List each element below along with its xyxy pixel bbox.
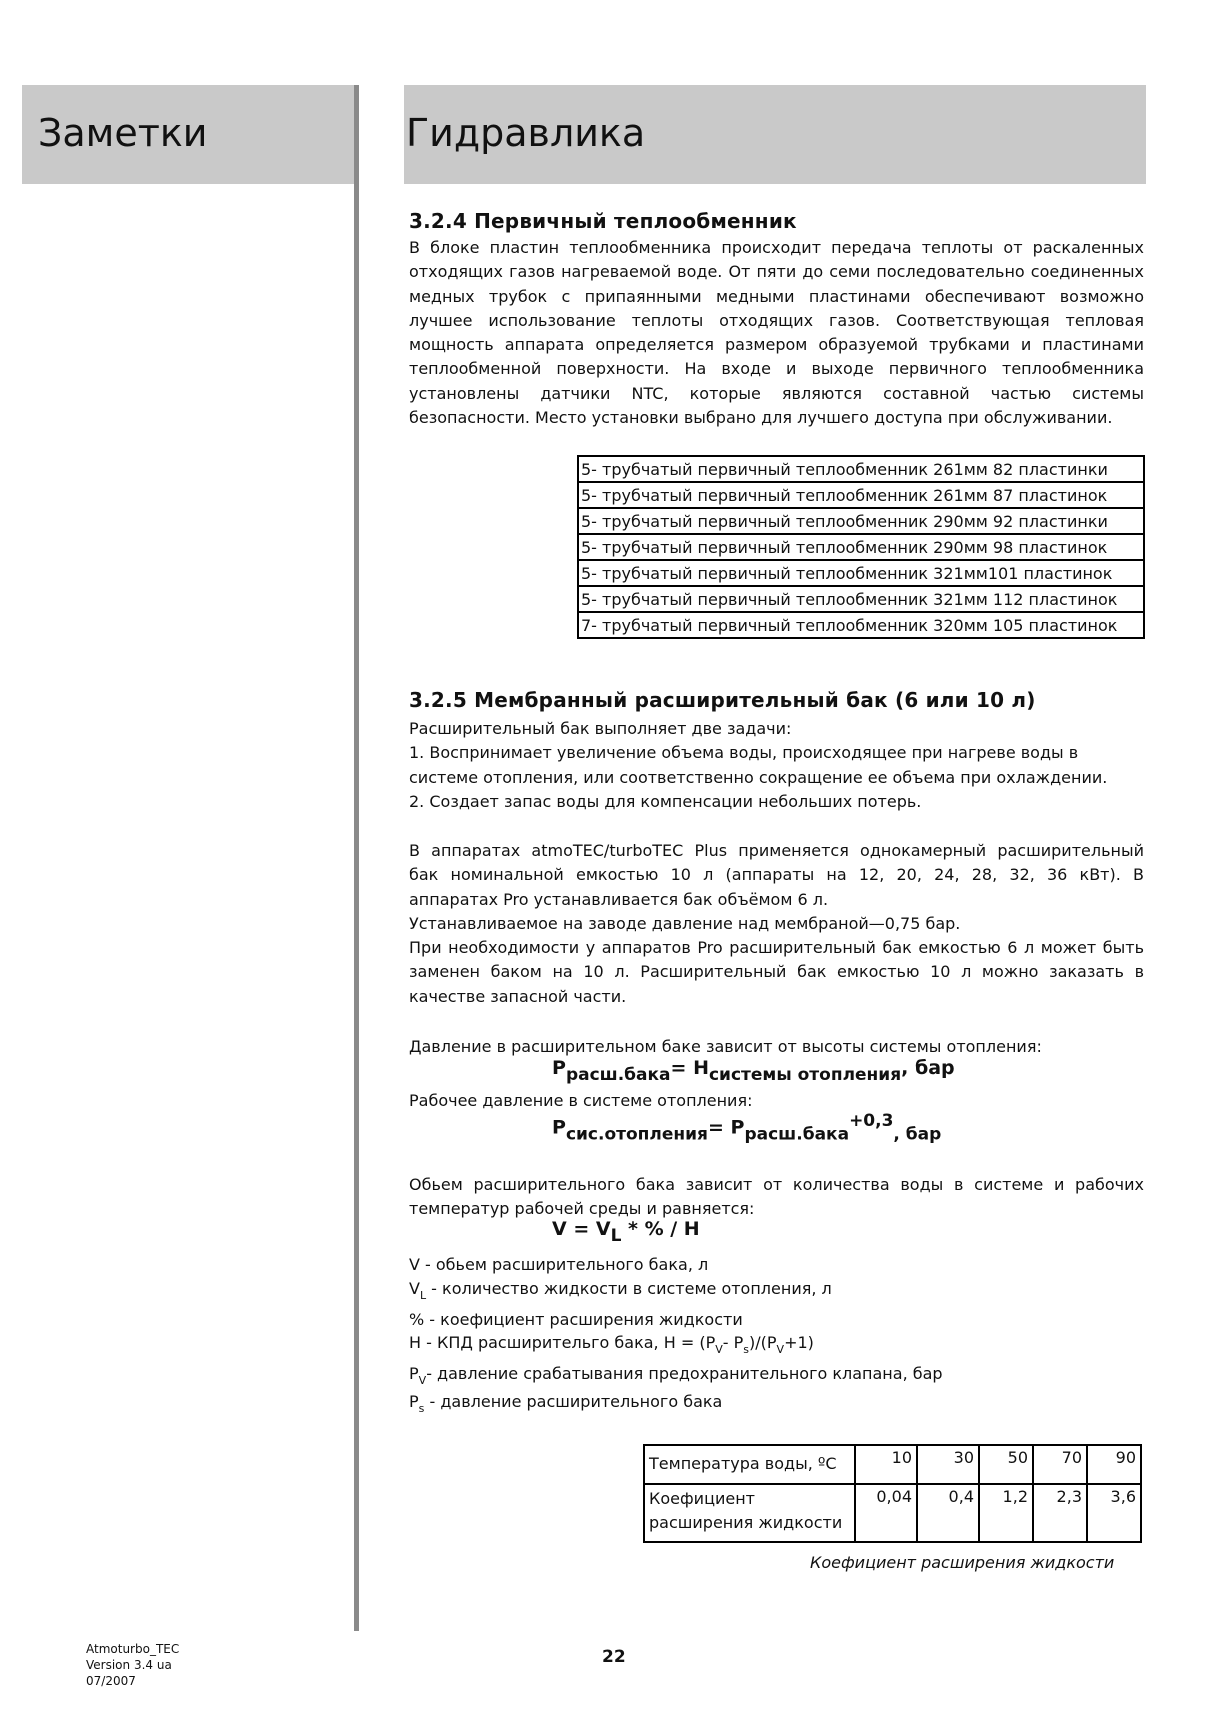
table-row — [578, 560, 1144, 586]
body-line: При необходимости у аппаратов Pro расширительный бак емкостью 6 л может быть — [409, 938, 1144, 958]
body-line: качестве запасной части. — [409, 986, 627, 1006]
body-line: заменен баком на 10 л. Расширительный бак емкостью 10 л можно заказать в — [409, 962, 1144, 982]
table-cell: 7- трубчатый первичный теплообменник 320мм 105 пластинок — [578, 612, 1144, 638]
table-caption: Коефициент расширения жидкости — [810, 1553, 1115, 1572]
hydraulics-header — [404, 85, 1146, 184]
table-row — [578, 612, 1144, 638]
body-line: лучшее использование теплоты отходящих газов. Соответствующая тепловая — [409, 310, 1144, 330]
body-line: 1. Воспринимает увеличение объема воды, происходящее при нагреве воды в — [409, 743, 1079, 763]
table-cell: 30 — [917, 1445, 979, 1484]
footer-doc-name: Atmoturbo_TEC — [86, 1642, 180, 1656]
formula-volume: $V = V_L$ * % / H — [552, 1218, 700, 1246]
doc-version-info — [86, 1641, 179, 1689]
body-line: Расширительный бак выполняет две задачи: — [409, 719, 792, 738]
def-vl: $V_L$ - количество жидкости в системе отопления, л — [409, 1279, 832, 1302]
body-line: безопасности. Место установки выбрано для лучшего доступа при обслуживании. — [409, 408, 1113, 428]
notes-header — [22, 85, 355, 184]
body-line: отходящих газов нагреваемой воде. От пяти до семи последовательно соединенных — [409, 262, 1144, 282]
volume-intro — [409, 1173, 1144, 1222]
body-line: мощность аппарата определяется размером образуемой трубками и пластинами — [409, 335, 1144, 355]
table-row — [578, 482, 1144, 508]
table-row — [644, 1445, 1141, 1484]
def-v: V - обьем расширительного бака, л — [409, 1255, 709, 1274]
table-cell: 0,04 — [855, 1484, 917, 1542]
def-pv: $P_V-$ давление срабатывания предохранительного клапана, бар — [409, 1364, 943, 1387]
section-325 — [409, 688, 1144, 712]
table-cell: 5- трубчатый первичный теплообменник 321мм101 пластинок — [578, 560, 1144, 586]
work-pressure-intro — [409, 1089, 1144, 1113]
body-line: медных трубок с припаянными медными пластинами обеспечивают возможно — [409, 286, 1144, 306]
heat-exchanger-table — [577, 455, 1145, 639]
body-line: В блоке пластин теплообменника происходит передача теплоты от раскаленных — [409, 238, 1144, 257]
body-line: Рабочее давление в системе отопления: — [409, 1091, 753, 1110]
body-line: Давление в расширительном баке зависит от высоты системы отопления: — [409, 1037, 1042, 1056]
table-cell: 2,3 — [1033, 1484, 1087, 1542]
section-324 — [409, 209, 1144, 233]
body-line: системе отопления, или соответственно сокращение ее объема при охлаждении. — [409, 767, 1108, 787]
pressure-intro — [409, 1035, 1144, 1059]
table-cell: 0,4 — [917, 1484, 979, 1542]
column-divider — [354, 85, 359, 1631]
table-row — [644, 1484, 1141, 1542]
def-percent: % - коефициент расширения жидкости — [409, 1310, 743, 1329]
body-line: установлены датчики NTC, которые являются составной частью системы — [409, 383, 1144, 403]
def-h: H - КПД расширительго бака, $H = (P_V-$ $P_s)/(P_V+1)$ — [409, 1333, 814, 1356]
body-line: теплообменной поверхности. На входе и выходе первичного теплообменника — [409, 359, 1144, 379]
notes-title: Заметки — [38, 111, 208, 155]
table-cell: 50 — [979, 1445, 1033, 1484]
table-cell: 5- трубчатый первичный теплообменник 261мм 82 пластинки — [578, 456, 1144, 482]
formula-tank-pressure: $P_{расш.бака}= H_{системы отопления}$, бар — [552, 1057, 955, 1085]
tank-description — [409, 839, 1144, 1009]
body-line: температур рабочей среды и равняется: — [409, 1199, 755, 1219]
table-row — [578, 456, 1144, 482]
body-line: Обьем расширительного бака зависит от количества воды в системе и рабочих — [409, 1175, 1144, 1194]
tank-tasks — [409, 717, 1144, 814]
def-ps: $P_s$ - давление расширительного бака — [409, 1392, 723, 1415]
footer-date: 07/2007 — [86, 1674, 136, 1688]
table-row — [578, 586, 1144, 612]
table-cell: 5- трубчатый первичный теплообменник 290мм 98 пластинок — [578, 534, 1144, 560]
section-324-body — [409, 236, 1144, 430]
formula-system-pressure: $P_{сис.отопления}= P_{расш.бака}^{+0,3}_{, бар}$ — [552, 1111, 942, 1145]
page-number: 22 — [602, 1647, 626, 1667]
table-row — [578, 508, 1144, 534]
table-cell: 5- трубчатый первичный теплообменник 290мм 92 пластинки — [578, 508, 1144, 534]
section-324-title: 3.2.4 Первичный теплообменник — [409, 209, 797, 233]
table-cell: 70 — [1033, 1445, 1087, 1484]
header-cell: Температура воды, ºC — [644, 1445, 855, 1484]
header-cell: Коефициент расширения жидкости — [644, 1484, 855, 1542]
body-line: В аппаратах atmoTEC/turboTEC Plus применяется однокамерный расширительный — [409, 841, 1144, 860]
body-line: бак номинальной емкостью 10 л (аппараты на 12, 20, 24, 28, 32, 36 кВт). В — [409, 865, 1144, 885]
body-line: Устанавливаемое на заводе давление над мембраной—0,75 бар. — [409, 913, 961, 933]
table-cell: 90 — [1087, 1445, 1141, 1484]
table-cell: 1,2 — [979, 1484, 1033, 1542]
table-cell: 10 — [855, 1445, 917, 1484]
table-row — [578, 534, 1144, 560]
table-cell: 3,6 — [1087, 1484, 1141, 1542]
footer-version: Version 3.4 ua — [86, 1658, 172, 1672]
hydraulics-title: Гидравлика — [406, 111, 646, 155]
section-325-title: 3.2.5 Мембранный расширительный бак (6 или 10 л) — [409, 688, 1036, 712]
table-cell: 5- трубчатый первичный теплообменник 261мм 87 пластинок — [578, 482, 1144, 508]
body-line: 2. Создает запас воды для компенсации небольших потерь. — [409, 791, 922, 811]
table-cell: 5- трубчатый первичный теплообменник 321мм 112 пластинок — [578, 586, 1144, 612]
expansion-coefficient-table — [643, 1444, 1142, 1543]
body-line: аппаратах Pro устанавливается бак объёмом 6 л. — [409, 889, 829, 909]
